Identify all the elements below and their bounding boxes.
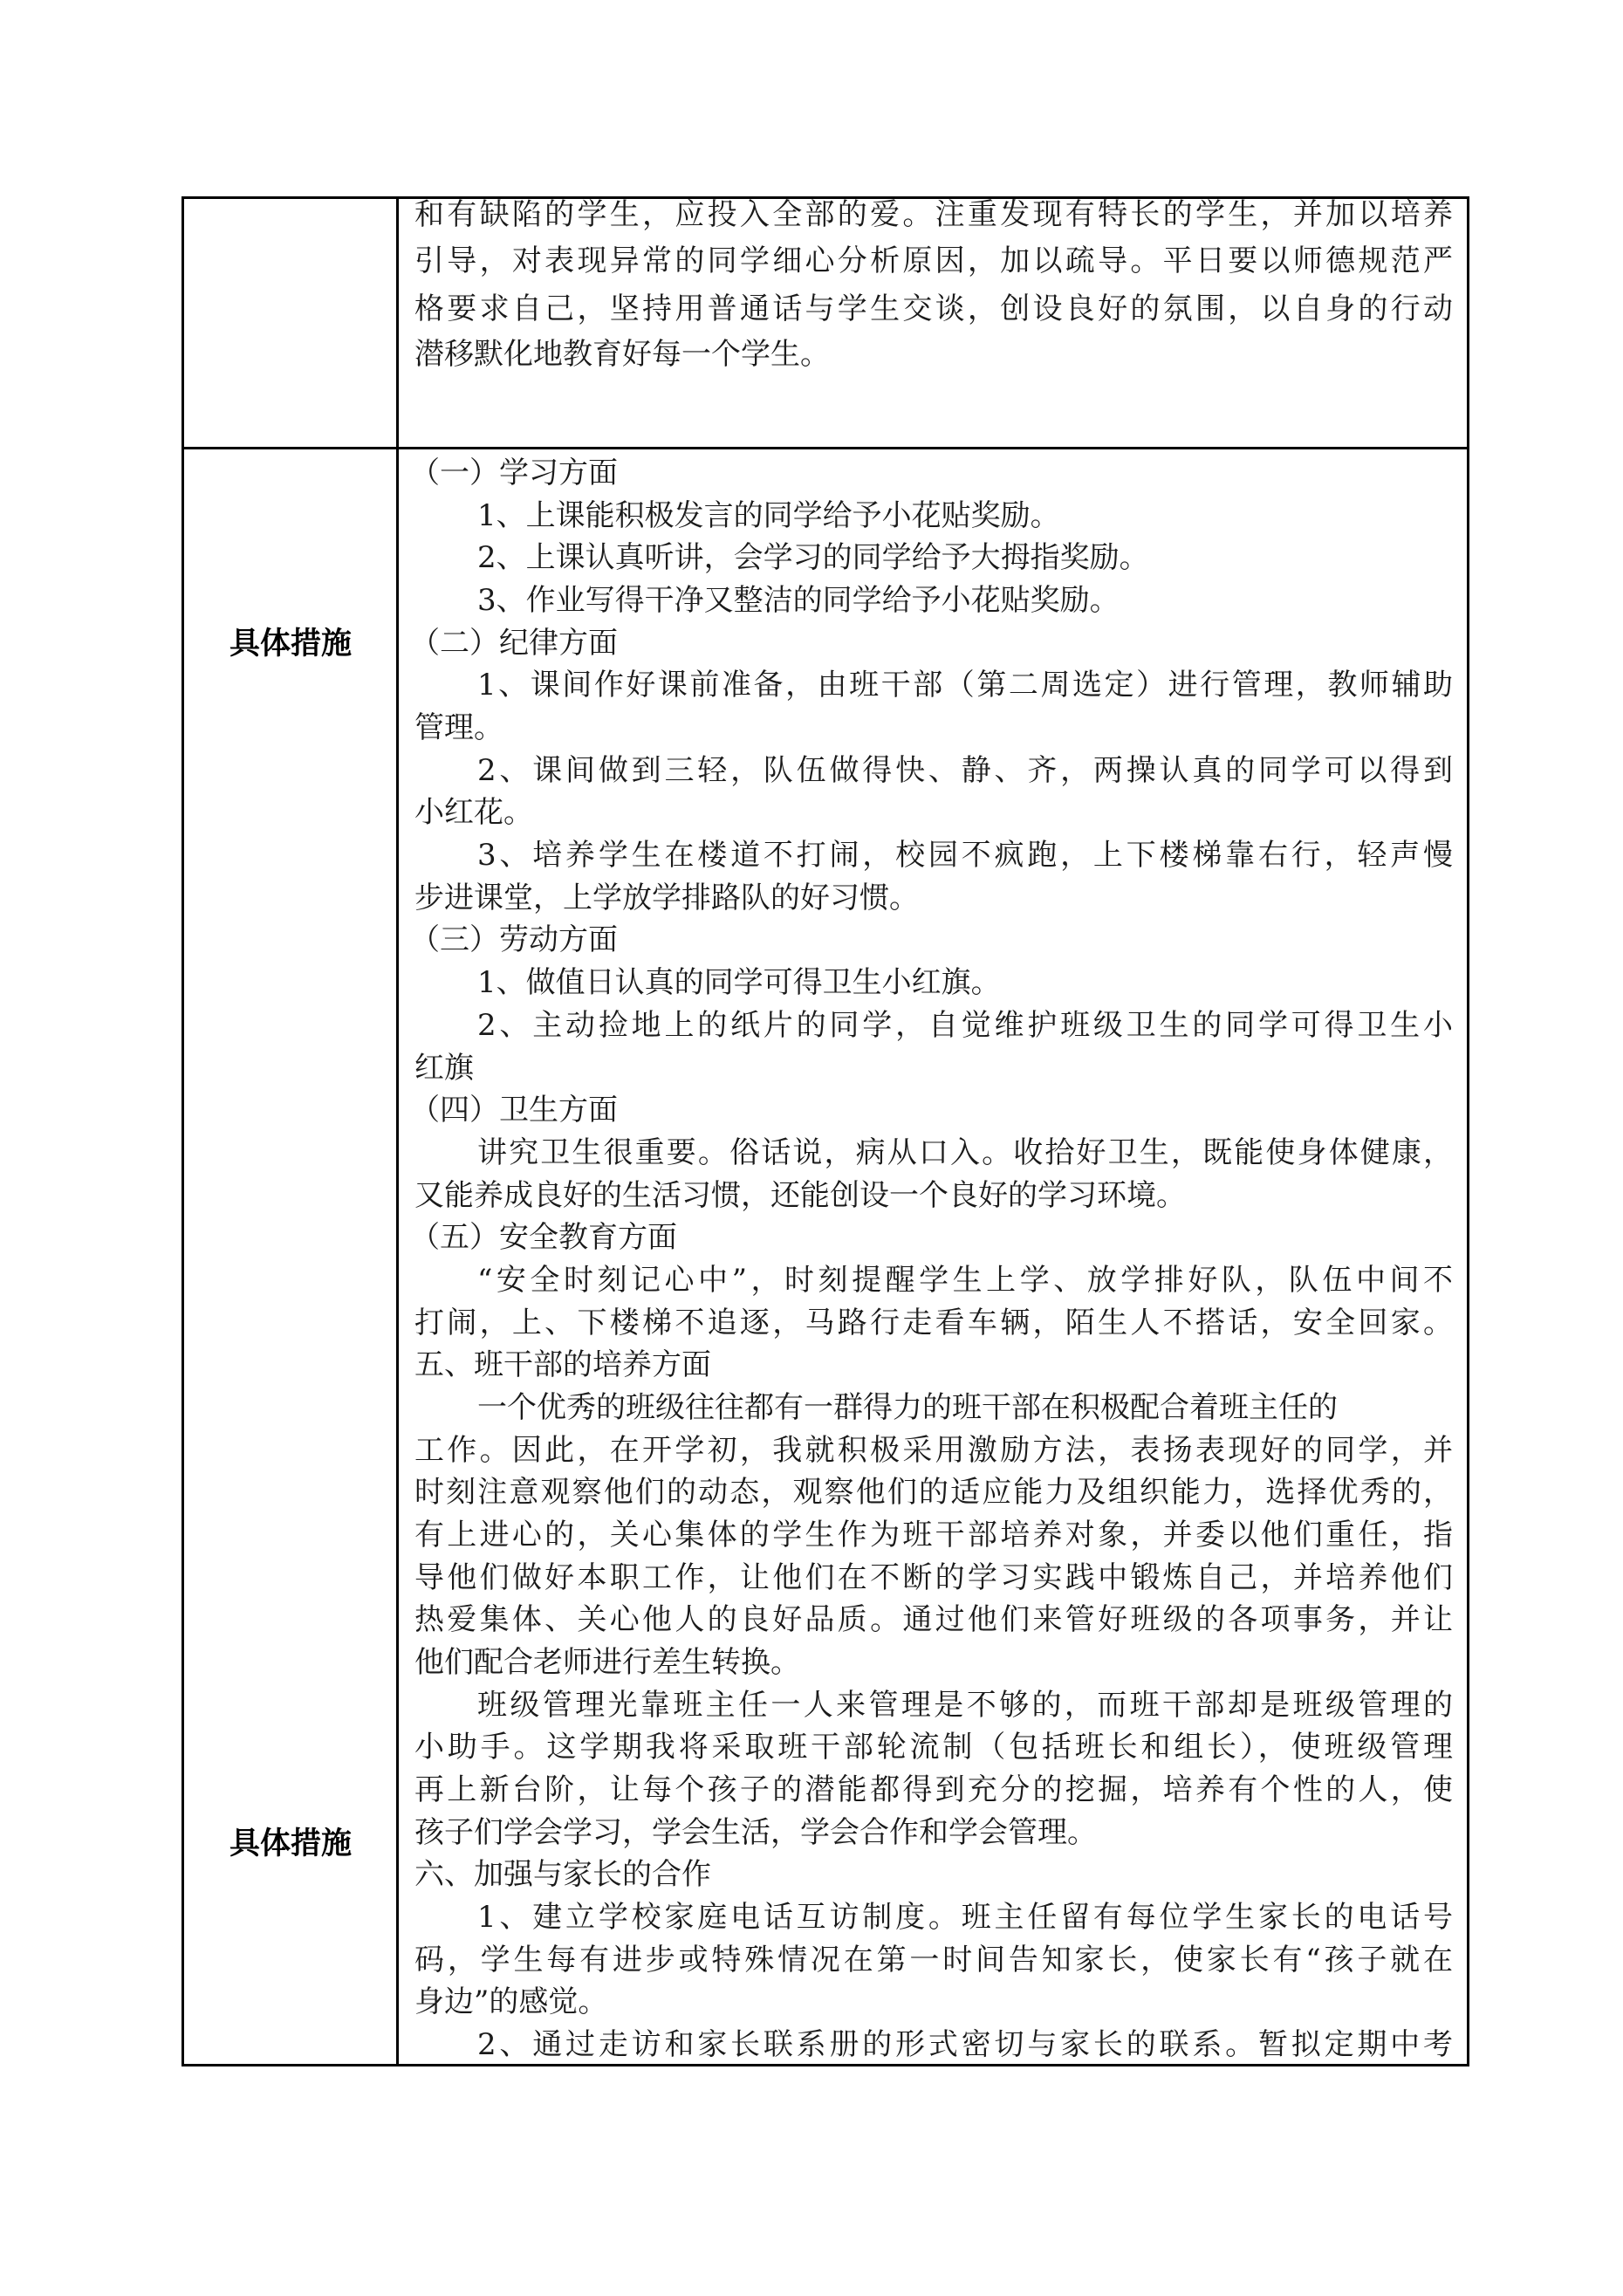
list-item: 3、作业写得干净又整洁的同学给予小花贴奖励。 <box>477 583 1120 618</box>
list-item: 2、课间做到三轻，队伍做得快、静、齐，两操认真的同学可以得到 <box>477 753 1453 788</box>
paragraph-line: 导他们做好本职工作，让他们在不断的学习实践中锻炼自己，并培养他们 <box>414 1560 1453 1595</box>
paragraph-line: 打闹，上、下楼梯不追逐，马路行走看车辆，陌生人不搭话，安全回家。 <box>414 1306 1453 1340</box>
list-item: 1、做值日认真的同学可得卫生小红旗。 <box>477 965 1001 1000</box>
list-item: 1、建立学校家庭电话互访制度。班主任留有每位学生家长的电话号 <box>477 1900 1453 1935</box>
row-label-measures-repeat: 具体措施 <box>229 1827 352 1861</box>
list-item: 3、培养学生在楼道不打闹，校园不疯跑，上下楼梯靠右行，轻声慢 <box>477 838 1453 873</box>
column-divider <box>396 196 399 2066</box>
paragraph-line: 格要求自己，坚持用普通话与学生交谈，创设良好的氛围，以自身的行动 <box>414 291 1453 326</box>
paragraph-line: 身边”的感觉。 <box>414 1984 608 2019</box>
paragraph-line: 时刻注意观察他们的动态，观察他们的适应能力及组织能力，选择优秀的， <box>414 1475 1453 1510</box>
row-label-measures: 具体措施 <box>229 627 352 661</box>
list-item: 2、通过走访和家长联系册的形式密切与家长的联系。暂拟定期中考 <box>477 2027 1453 2062</box>
paragraph-line: 潜移默化地教育好每一个学生。 <box>414 337 830 372</box>
paragraph-line: 步进课堂，上学放学排路队的好习惯。 <box>414 881 919 915</box>
paragraph-line: 引导，对表现异常的同学细心分析原因，加以疏导。平日要以师德规范严 <box>414 243 1453 278</box>
list-item: 2、上课认真听讲，会学习的同学给予大拇指奖励。 <box>477 540 1149 575</box>
list-item: 2、主动捡地上的纸片的同学，自觉维护班级卫生的同学可得卫生小 <box>477 1008 1453 1043</box>
section-heading: （五）安全教育方面 <box>410 1220 677 1255</box>
paragraph-line: 和有缺陷的学生，应投入全部的爱。注重发现有特长的学生，并加以培养 <box>414 197 1453 232</box>
paragraph-line: 六、加强与家长的合作 <box>414 1857 711 1892</box>
paragraph-line: 有上进心的，关心集体的学生作为班干部培养对象，并委以他们重任，指 <box>414 1518 1453 1552</box>
table-right-border <box>1467 196 1469 2066</box>
section-heading: （三）劳动方面 <box>410 922 618 957</box>
table-left-border <box>181 196 184 2066</box>
section-heading: （二）纪律方面 <box>410 626 618 661</box>
list-item: 讲究卫生很重要。俗话说，病从口入。收拾好卫生，既能使身体健康， <box>477 1135 1453 1170</box>
paragraph-line: 码，学生每有进步或特殊情况在第一时间告知家长，使家长有“孩子就在 <box>414 1943 1453 1977</box>
table-bottom-border <box>182 2064 1469 2066</box>
paragraph-line: 小红花。 <box>414 795 533 830</box>
paragraph-line: 孩子们学会学习，学会生活，学会合作和学会管理。 <box>414 1815 1097 1850</box>
paragraph-line: 小助手。这学期我将采取班干部轮流制（包括班长和组长），使班级管理 <box>414 1730 1453 1765</box>
list-item: 班级管理光靠班主任一人来管理是不够的，而班干部却是班级管理的 <box>477 1688 1453 1723</box>
paragraph-line: 他们配合老师进行差生转换。 <box>414 1645 800 1680</box>
section-heading: （四）卫生方面 <box>410 1093 618 1127</box>
list-item: 一个优秀的班级往往都有一群得力的班干部在积极配合着班主任的 <box>477 1390 1338 1425</box>
section-heading: （一）学习方面 <box>410 456 618 490</box>
paragraph-line: 管理。 <box>414 710 503 745</box>
list-item: 1、上课能积极发言的同学给予小花贴奖励。 <box>477 498 1060 533</box>
paragraph-line: 热爱集体、关心他人的良好品质。通过他们来管好班级的各项事务，并让 <box>414 1602 1453 1637</box>
paragraph-line: 五、班干部的培养方面 <box>414 1347 711 1382</box>
paragraph-line: 红旗 <box>414 1051 474 1086</box>
paragraph-line: 工作。因此，在开学初，我就积极采用激励方法，表扬表现好的同学，并 <box>414 1433 1453 1468</box>
paragraph-line: 又能养成良好的生活习惯，还能创设一个良好的学习环境。 <box>414 1178 1186 1213</box>
row-divider <box>182 447 1469 449</box>
list-item: 1、课间作好课前准备，由班干部（第二周选定）进行管理，教师辅助 <box>477 668 1453 703</box>
list-item: “安全时刻记心中”，时刻提醒学生上学、放学排好队，队伍中间不 <box>477 1263 1453 1298</box>
paragraph-line: 再上新台阶，让每个孩子的潜能都得到充分的挖掘，培养有个性的人，使 <box>414 1772 1453 1807</box>
